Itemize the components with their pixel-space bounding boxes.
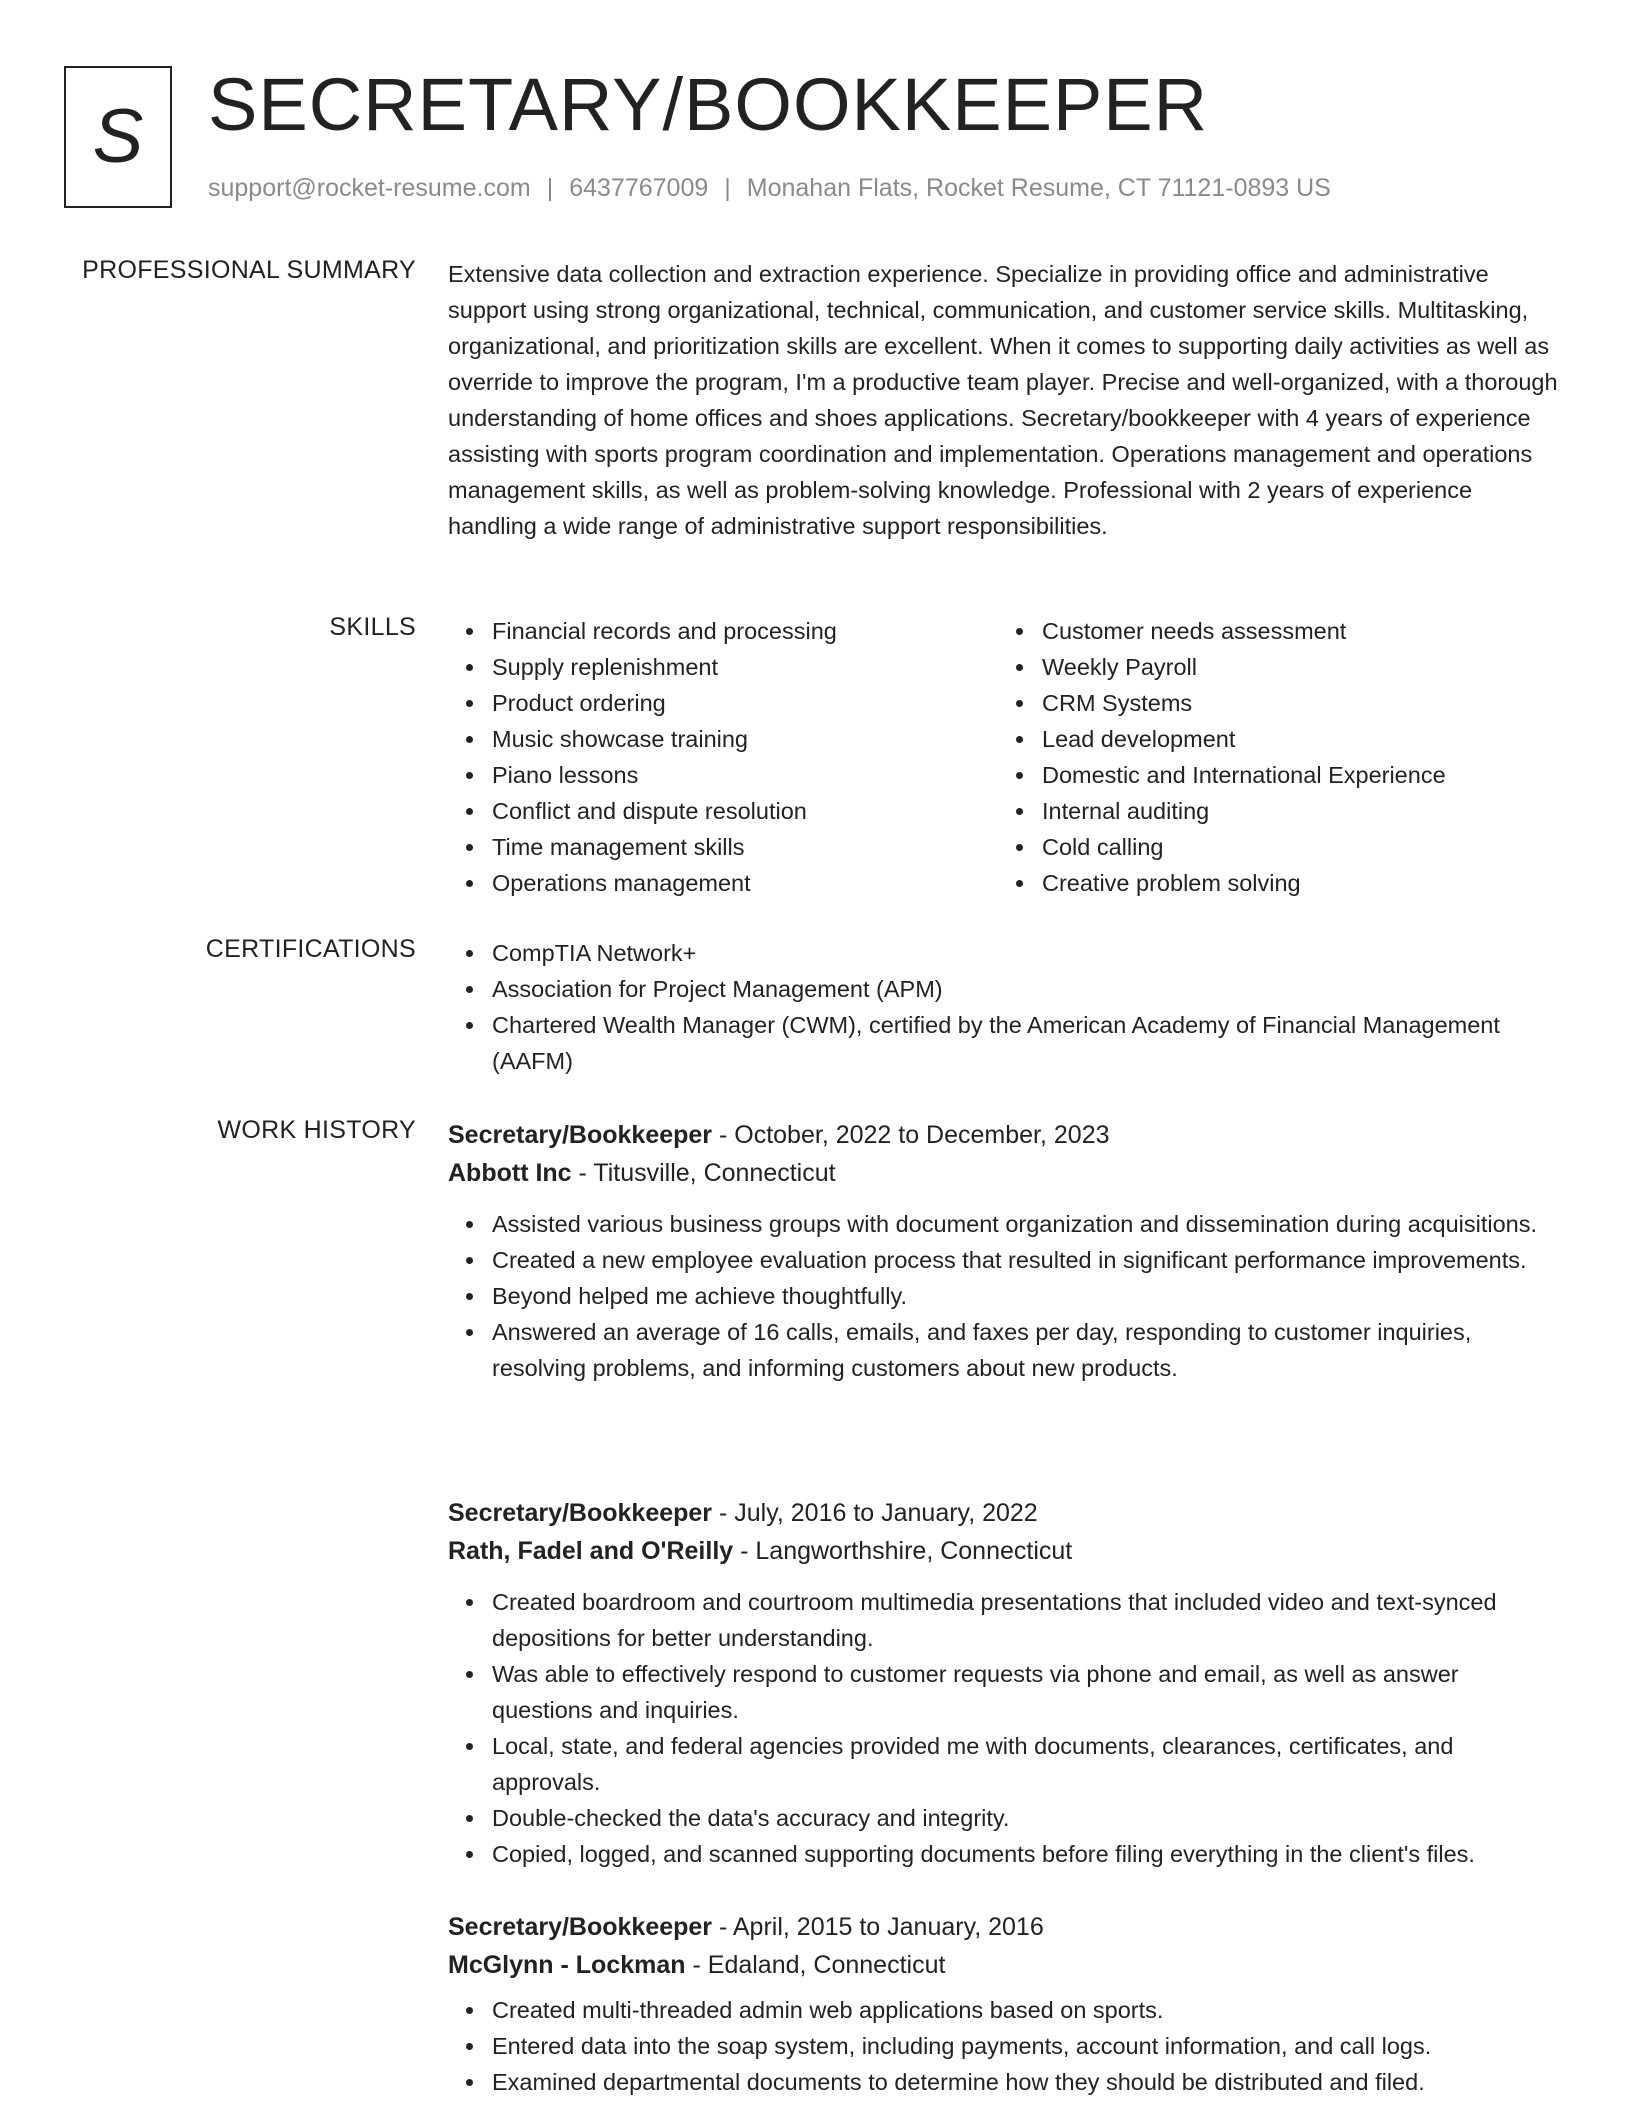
summary-content bbox=[448, 256, 1564, 544]
job-bullet: Local, state, and federal agencies provided me with documents, clearances, certificates, and approvals. bbox=[448, 1728, 1564, 1800]
job-bullet: Examined departmental documents to determine how they should be distributed and filed. bbox=[448, 2064, 1564, 2100]
job-bullet: Beyond helped me achieve thoughtfully. bbox=[448, 1278, 1564, 1314]
job-title: Secretary/Bookkeeper bbox=[448, 1499, 713, 1527]
job-company-line bbox=[448, 1946, 1564, 1984]
job-bullet: Answered an average of 16 calls, emails, and faxes per day, responding to customer inquiries, resolving problems, and informing customers about new products. bbox=[448, 1314, 1564, 1386]
job-bullet: Entered data into the soap system, including payments, account information, and call logs. bbox=[448, 2028, 1564, 2064]
job-bullet: Was able to effectively respond to customer requests via phone and email, as well as answer questions and inquiries. bbox=[448, 1656, 1564, 1728]
skill-item: Lead development bbox=[998, 721, 1548, 757]
job-bullets bbox=[448, 1584, 1564, 1872]
skill-item: Music showcase training bbox=[448, 721, 998, 757]
job-bullet: Copied, logged, and scanned supporting documents before filing everything in the client's files. bbox=[448, 1836, 1564, 1872]
job-location: - Titusville, Connecticut bbox=[571, 1159, 836, 1187]
skill-item: Weekly Payroll bbox=[998, 649, 1548, 685]
job-dates: - April, 2015 to January, 2016 bbox=[712, 1913, 1044, 1941]
certifications-list bbox=[448, 935, 1564, 1079]
contact-separator: | bbox=[724, 174, 731, 202]
job-location: - Edaland, Connecticut bbox=[685, 1951, 946, 1979]
job-bullets bbox=[448, 1992, 1564, 2100]
skill-item: Financial records and processing bbox=[448, 613, 998, 649]
job-bullets bbox=[448, 1206, 1564, 1386]
monogram-box bbox=[64, 66, 172, 208]
summary-text: Extensive data collection and extraction experience. Specialize in providing office and administrative support using strong organizational, technical, communication, and customer service skills. Multitasking, organizational, and prioritization skills are excellent. When it comes to supporting daily activities as well as override to improve the program, I'm a productive team player. Precise and well-organized, with a thorough understanding of home offices and shoes applications. Secretary/bookkeeper with 4 years of experience assisting with sports program coordination and implementation. Operations management and operations management skills, as well as problem-solving knowledge. Professional with 2 years of experience handling a wide range of administrative support responsibilities. bbox=[448, 261, 1558, 539]
job-bullet: Created a new employee evaluation process that resulted in significant performance improvements. bbox=[448, 1242, 1564, 1278]
skill-item: Domestic and International Experience bbox=[998, 757, 1548, 793]
skill-item: Cold calling bbox=[998, 829, 1548, 865]
job-bullet: Created multi-threaded admin web applications based on sports. bbox=[448, 1992, 1564, 2028]
job-entry bbox=[448, 1908, 1564, 2100]
skill-item: Time management skills bbox=[448, 829, 998, 865]
skill-item: Supply replenishment bbox=[448, 649, 998, 685]
job-bullet: Created boardroom and courtroom multimedia presentations that included video and text-synced depositions for better understanding. bbox=[448, 1584, 1564, 1656]
job-dates: - July, 2016 to January, 2022 bbox=[712, 1499, 1038, 1527]
job-title: Secretary/Bookkeeper bbox=[448, 1913, 713, 1941]
skill-item: Piano lessons bbox=[448, 757, 998, 793]
job-entry bbox=[448, 1116, 1564, 1386]
job-location: - Langworthshire, Connecticut bbox=[733, 1537, 1073, 1565]
section-label-certifications: CERTIFICATIONS bbox=[205, 935, 416, 963]
job-dates: - October, 2022 to December, 2023 bbox=[712, 1121, 1110, 1149]
monogram-letter: S bbox=[92, 94, 144, 179]
contact-phone: 6437767009 bbox=[569, 174, 709, 202]
contact-address: Monahan Flats, Rocket Resume, CT 71121-0893 US bbox=[746, 174, 1331, 202]
skill-item: Internal auditing bbox=[998, 793, 1548, 829]
job-entry bbox=[448, 1494, 1564, 1872]
certification-item: Association for Project Management (APM) bbox=[448, 971, 1564, 1007]
skills-list-left bbox=[448, 613, 998, 901]
page-title: SECRETARY/BOOKKEEPER bbox=[208, 63, 1209, 146]
contact-separator: | bbox=[546, 174, 554, 202]
skill-item: Operations management bbox=[448, 865, 998, 901]
skill-item: Conflict and dispute resolution bbox=[448, 793, 998, 829]
resume-header bbox=[64, 63, 1584, 211]
skill-item: Customer needs assessment bbox=[998, 613, 1548, 649]
certifications-content bbox=[448, 935, 1564, 1079]
job-company-line bbox=[448, 1532, 1564, 1570]
job-title-line bbox=[448, 1116, 1564, 1154]
job-bullet: Double-checked the data's accuracy and integrity. bbox=[448, 1800, 1564, 1836]
certification-item: Chartered Wealth Manager (CWM), certified by the American Academy of Financial Management (AAFM) bbox=[448, 1007, 1564, 1079]
certification-item: CompTIA Network+ bbox=[448, 935, 1564, 971]
job-title-line bbox=[448, 1908, 1564, 1946]
section-label-skills: SKILLS bbox=[329, 613, 416, 641]
skills-list-right bbox=[998, 613, 1548, 901]
skill-item: Creative problem solving bbox=[998, 865, 1548, 901]
skill-item: CRM Systems bbox=[998, 685, 1548, 721]
job-title-line bbox=[448, 1494, 1564, 1532]
job-bullet: Assisted various business groups with document organization and dissemination during acquisitions. bbox=[448, 1206, 1564, 1242]
contact-line bbox=[208, 174, 1331, 203]
job-company: Abbott Inc bbox=[448, 1159, 572, 1187]
job-company-line bbox=[448, 1154, 1564, 1192]
job-company: Rath, Fadel and O'Reilly bbox=[448, 1537, 734, 1565]
contact-email: support@rocket-resume.com bbox=[208, 174, 531, 202]
section-label-work-history: WORK HISTORY bbox=[217, 1116, 416, 1144]
job-company: McGlynn - Lockman bbox=[448, 1951, 686, 1979]
skill-item: Product ordering bbox=[448, 685, 998, 721]
job-title: Secretary/Bookkeeper bbox=[448, 1121, 713, 1149]
section-label-summary: PROFESSIONAL SUMMARY bbox=[82, 256, 416, 284]
skills-grid bbox=[448, 613, 1564, 901]
